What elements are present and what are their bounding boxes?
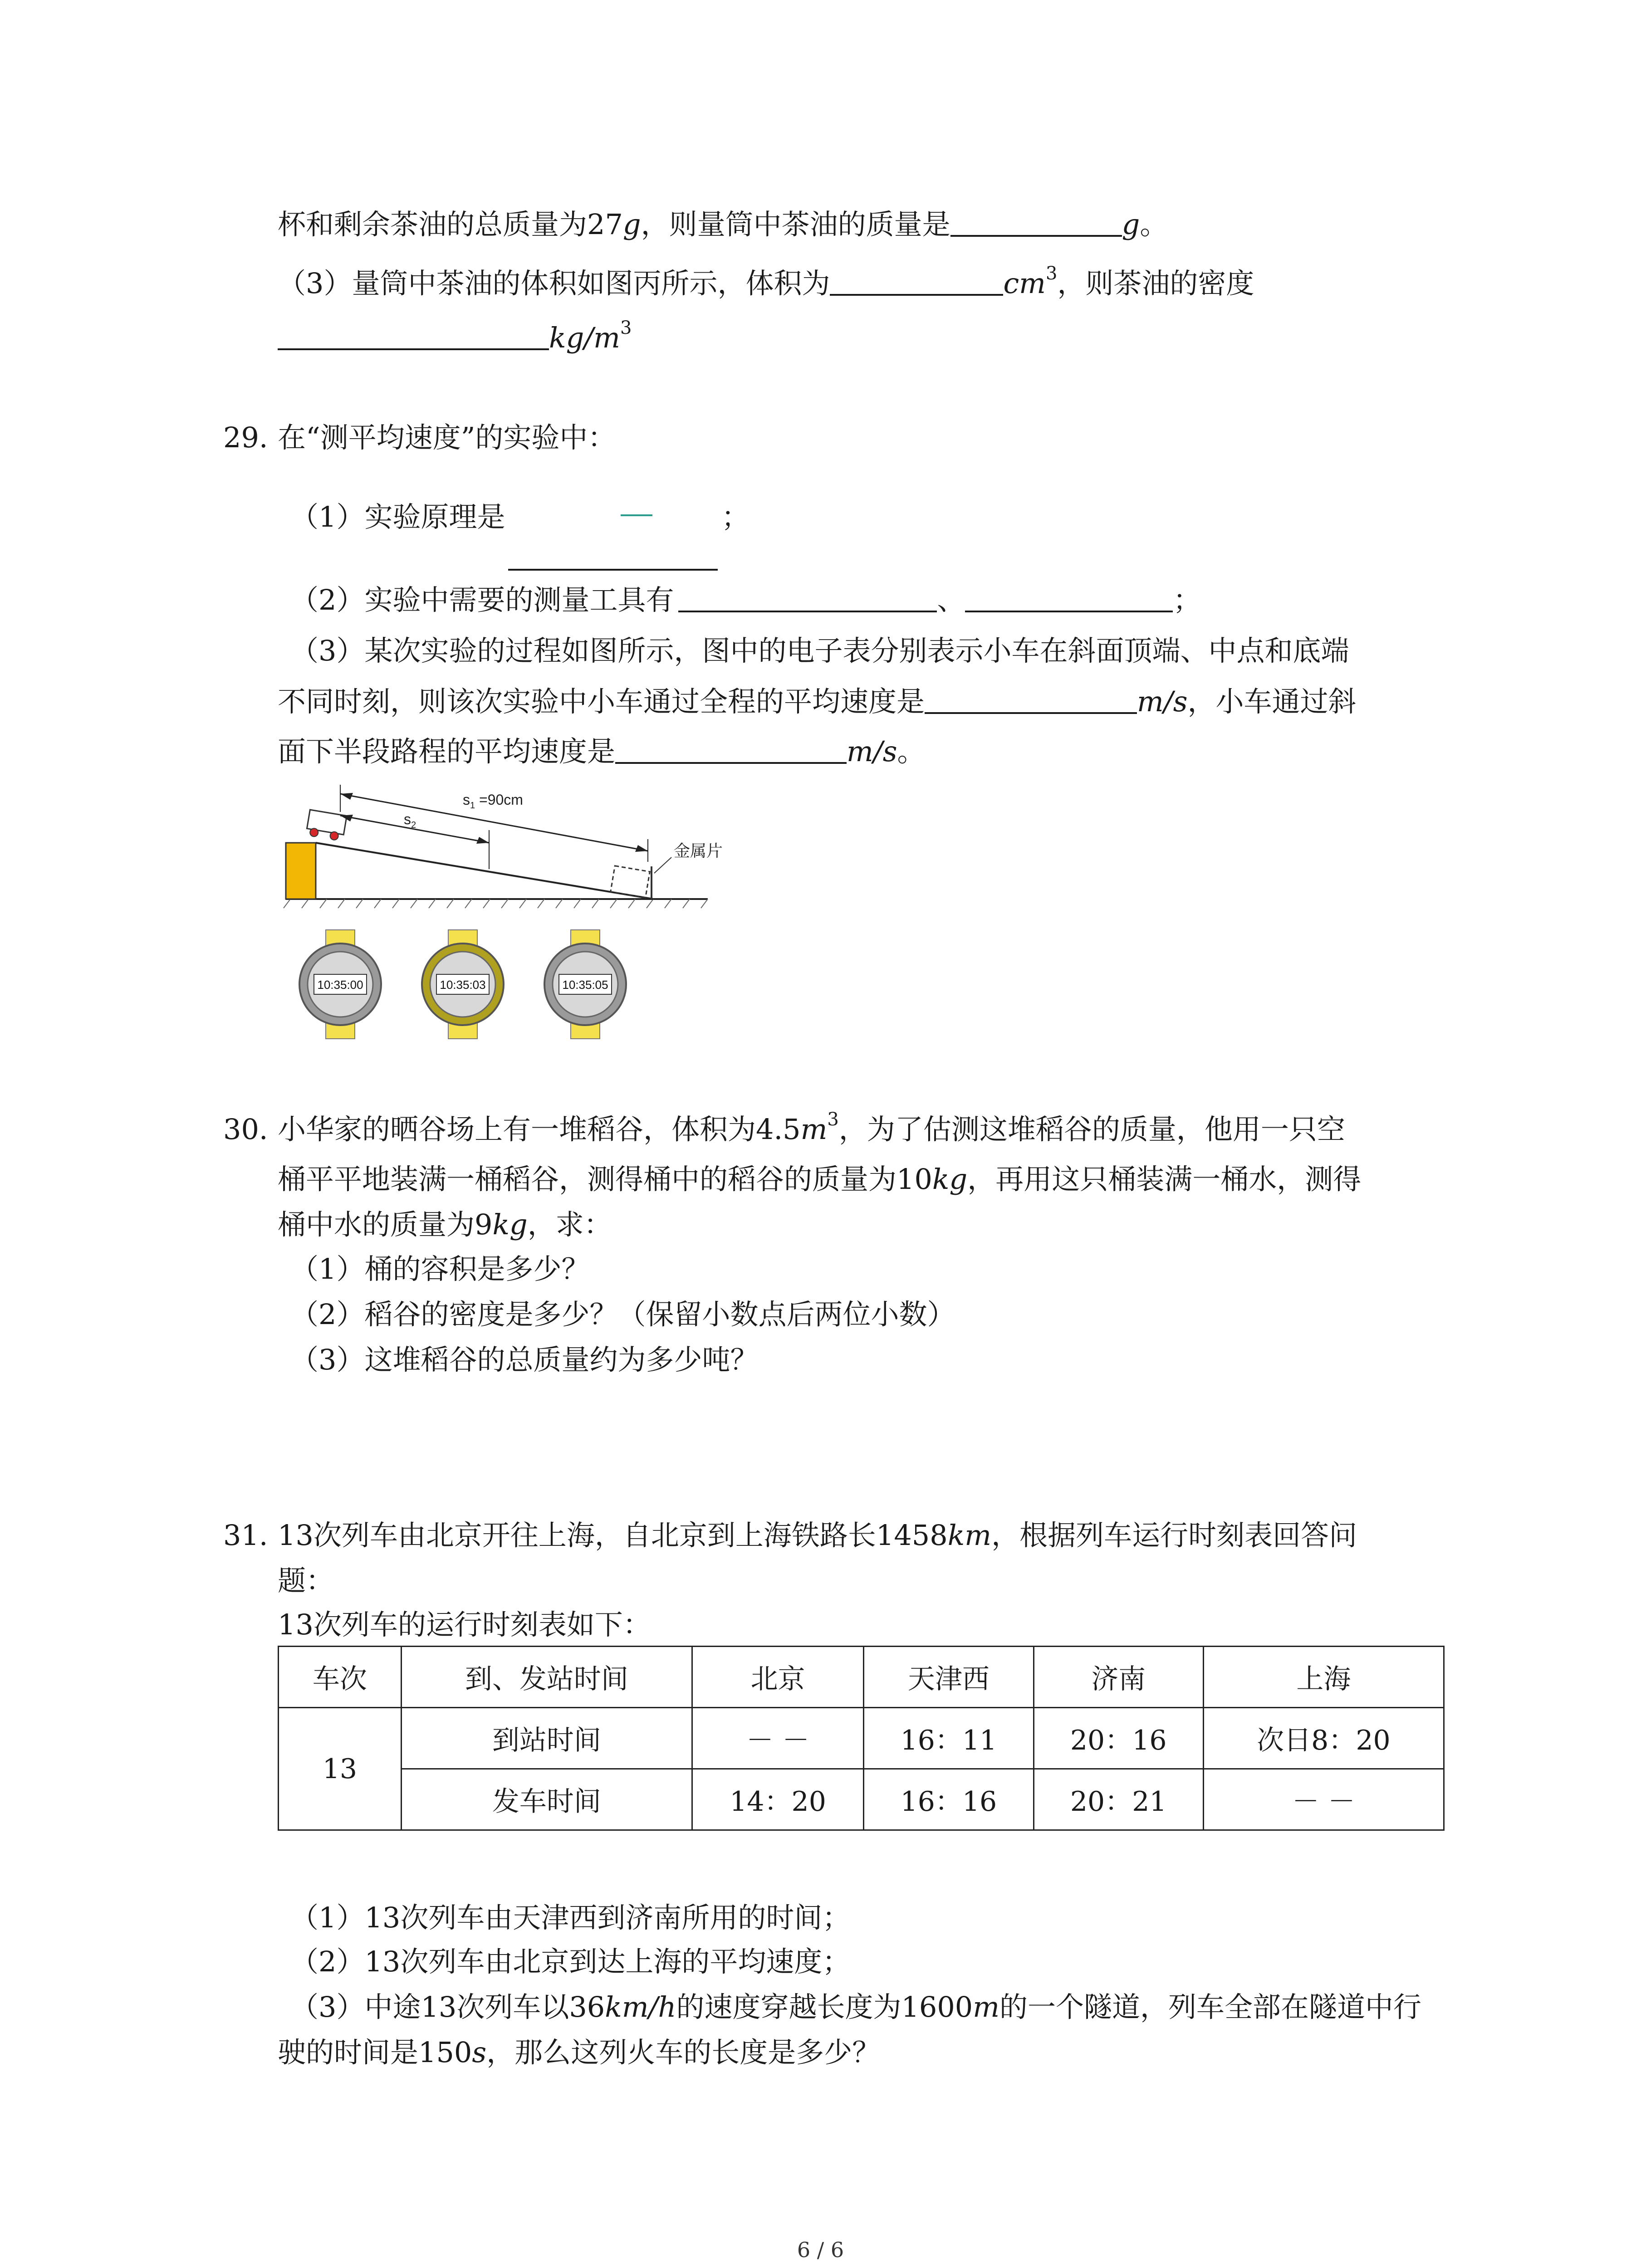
table-header-cell: 北京	[692, 1647, 863, 1708]
incline-figure	[272, 780, 726, 1052]
table-row	[279, 1708, 1444, 1769]
table-row	[279, 1769, 1444, 1830]
q28-volume-blank[interactable]	[830, 266, 1003, 296]
s1-label: $s_1 =90cm$	[463, 792, 523, 811]
row-label-cell: 到站时间	[401, 1708, 692, 1769]
table-header-cell: 上海	[1203, 1647, 1444, 1708]
q30-line-3: 桶中水的质量为9kg，求：	[278, 1208, 612, 1241]
q29-part-2: （2）实验中需要的测量工具有 、 ；	[290, 583, 1201, 616]
table-cell: 16：16	[864, 1769, 1034, 1830]
q31-part-3-l1: （3）中途13次列车以36km/h的速度穿越长度为1600m的一个隧道，列车全部在隧道中行	[290, 1990, 1422, 2024]
q30-number: 30.	[223, 1113, 268, 1146]
q29-lower-speed-blank[interactable]	[615, 734, 847, 764]
q29-part-3-l1: （3）某次实验的过程如图所示，图中的电子表分别表示小车在斜面顶端、中点和底端	[290, 634, 1349, 667]
q29-title: 在“测平均速度”的实验中：	[278, 421, 616, 454]
table-header-cell: 到、发站时间	[401, 1647, 692, 1708]
table-cell: － －	[692, 1708, 863, 1769]
page-number: 6 / 6	[797, 2238, 844, 2262]
q29-tool-blank-1[interactable]	[678, 582, 937, 612]
q31-line-3: 13次列车的运行时刻表如下：	[278, 1608, 651, 1641]
stopwatch-1	[299, 930, 381, 1039]
stopwatch-2	[422, 930, 504, 1039]
train-timetable	[278, 1646, 1445, 1831]
q30-part-2: （2）稻谷的密度是多少？（保留小数点后两位小数）	[290, 1298, 955, 1331]
q30-line-2: 桶平平地装满一桶稻谷，测得桶中的稻谷的质量为10kg，再用这只桶装满一桶水，测得	[278, 1163, 1362, 1196]
s1-arrow-head-right	[635, 845, 648, 852]
q31-part-2: （2）13次列车由北京到达上海的平均速度；	[290, 1945, 851, 1978]
stopwatch-3-time: 10:35:05	[562, 978, 608, 992]
q29-part-1-end: ；	[721, 500, 750, 533]
table-cell: 16：11	[864, 1708, 1034, 1769]
s1-arrow-head-left	[340, 793, 353, 800]
q31-line-2: 题：	[278, 1564, 334, 1597]
q29-tool-blank-2[interactable]	[965, 582, 1173, 612]
toy-car-icon	[306, 810, 347, 841]
q31-line-1: 13次列车由北京开往上海，自北京到上海铁路长1458km，根据列车运行时刻表回答问	[278, 1519, 1357, 1552]
table-header-cell: 车次	[279, 1647, 402, 1708]
q30-part-3: （3）这堆稻谷的总质量约为多少吨？	[290, 1343, 759, 1376]
table-cell: 14：20	[692, 1769, 863, 1830]
row-label-cell: 发车时间	[401, 1769, 692, 1830]
q30-line-1: 小华家的晒谷场上有一堆稻谷，体积为$4.5m^3$，为了估测这堆稻谷的质量，他用一只空	[278, 1109, 1345, 1146]
ground-hatching	[284, 899, 708, 908]
metal-plate-label: 金属片	[674, 841, 723, 860]
train-number-cell: 13	[279, 1708, 402, 1830]
metal-plate-pointer	[654, 857, 671, 873]
q28-line-3: $kg/m^3$	[278, 320, 632, 356]
q31-part-1: （1）13次列车由天津西到济南所用的时间；	[290, 1901, 851, 1934]
q28-line-2: （3）量筒中茶油的体积如图丙所示，体积为 $cm^3$，则茶油的密度	[278, 263, 1254, 300]
q29-part-1: （1）实验原理是	[290, 500, 505, 533]
q29-part-3-l3: 面下半段路程的平均速度是 m/s。	[278, 735, 926, 768]
q29-principle-blank[interactable]	[508, 541, 718, 571]
q30-part-1: （1）桶的容积是多少？	[290, 1252, 590, 1286]
q28-density-blank[interactable]	[278, 320, 549, 350]
s2-arrow-head-right	[476, 837, 489, 844]
table-cell: － －	[1203, 1769, 1444, 1830]
table-header-cell: 济南	[1034, 1647, 1203, 1708]
table-header-row	[279, 1647, 1444, 1708]
table-cell: 20：16	[1034, 1708, 1203, 1769]
q29-number: 29.	[223, 421, 268, 454]
support-block	[286, 843, 316, 899]
q28-mass-blank[interactable]	[950, 207, 1122, 237]
table-cell: 20：21	[1034, 1769, 1203, 1830]
q29-avg-speed-blank[interactable]	[925, 684, 1137, 714]
q29-part-3-l2: 不同时刻，则该次实验中小车通过全程的平均速度是 m/s，小车通过斜	[278, 685, 1357, 718]
incline-surface	[316, 843, 653, 899]
q28-line-1: 杯和剩余茶油的总质量为27g，则量筒中茶油的质量是 g。	[278, 208, 1168, 241]
s2-label: $s_2$	[404, 811, 416, 830]
stopwatch-1-time: 10:35:00	[317, 978, 363, 992]
q31-number: 31.	[223, 1519, 268, 1552]
stopwatch-2-time: 10:35:03	[440, 978, 486, 992]
stopwatch-3	[544, 930, 626, 1039]
fraction-bar-icon	[621, 514, 652, 516]
table-cell: 次日8：20	[1203, 1708, 1444, 1769]
dashed-car-icon	[611, 866, 650, 898]
table-header-cell: 天津西	[864, 1647, 1034, 1708]
q31-part-3-l2: 驶的时间是150s，那么这列火车的长度是多少？	[278, 2036, 881, 2069]
